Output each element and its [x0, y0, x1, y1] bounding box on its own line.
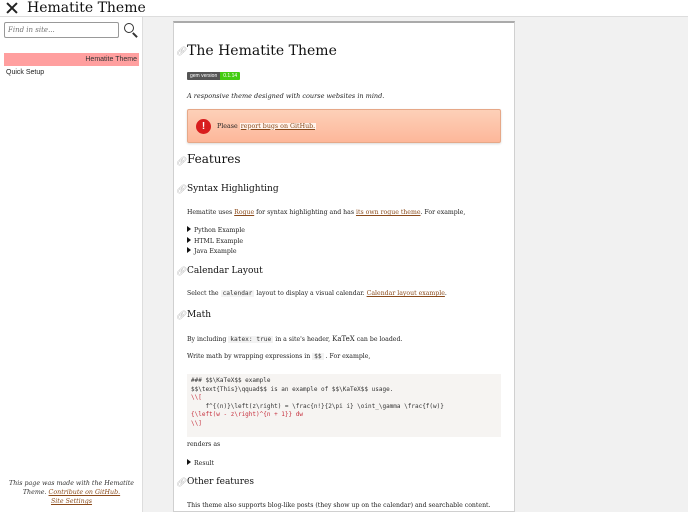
contribute-link[interactable]: Contribute on GitHub.: [48, 489, 121, 496]
badge-value: 0.1.14: [220, 72, 240, 80]
sidebar: [0, 17, 143, 512]
link-anchor-icon[interactable]: 🔗︎: [176, 157, 188, 167]
content-page: [173, 21, 515, 512]
alert-box: [187, 109, 501, 143]
syntax-paragraph: [187, 209, 505, 216]
link-anchor-icon[interactable]: 🔗︎: [176, 267, 188, 277]
katex-logo: KaTeX: [332, 335, 355, 343]
math-text-1: By including: [187, 336, 229, 343]
syntax-text-3: . For example,: [420, 209, 466, 216]
badge-label: gem version: [187, 72, 220, 80]
math-text-2: in a site's header,: [273, 336, 333, 343]
features-heading: Features: [187, 152, 241, 166]
python-example-label: Python Example: [194, 227, 245, 234]
python-example-toggle[interactable]: [187, 226, 245, 234]
top-bar: [0, 0, 688, 17]
java-example-label: Java Example: [194, 248, 237, 255]
rogue-link[interactable]: Rogue: [234, 209, 255, 216]
math-paragraph-2: [187, 353, 505, 360]
renders-as-text: renders as: [187, 441, 221, 448]
calendar-text-2: layout to display a visual calendar.: [254, 290, 367, 297]
calendar-text-1: Select the: [187, 290, 221, 297]
math-text-5: . For example,: [323, 353, 371, 360]
link-anchor-icon[interactable]: 🔗︎: [176, 311, 188, 321]
rogue-theme-link[interactable]: its own rogue theme: [355, 209, 421, 216]
triangle-right-icon: [187, 459, 191, 465]
calendar-text-3: .: [444, 290, 447, 297]
code-line: \\[: [191, 394, 202, 402]
katex-code: katex: true: [230, 336, 272, 343]
calendar-paragraph: [187, 290, 505, 297]
search-input[interactable]: [4, 22, 119, 38]
java-example-toggle[interactable]: [187, 247, 237, 255]
sidebar-nav: [4, 53, 139, 79]
calendar-heading: Calendar Layout: [187, 266, 263, 276]
sidebar-item-quick-setup[interactable]: Quick Setup: [6, 69, 45, 76]
code-line: f^{(n)}\left(z\right) = \frac{n!}{2\pi i} \oint_\gamma \frac{f(w)}: [191, 402, 444, 410]
alert-text: [217, 123, 316, 130]
math-text-4: Write math by wrapping expressions in: [187, 353, 313, 360]
footer-line1: This page was made with the Hematite: [9, 480, 134, 487]
code-line: $$\text{This}\qquad$$ is an example of $$\KaTeX$$ usage.: [191, 385, 394, 393]
link-anchor-icon[interactable]: 🔗︎: [176, 47, 188, 57]
math-text-3: can be loaded.: [354, 336, 403, 343]
main-area: [143, 17, 688, 512]
site-title[interactable]: Hematite Theme: [27, 0, 146, 16]
close-icon[interactable]: [5, 1, 19, 15]
math-heading: Math: [187, 310, 211, 320]
report-bugs-link[interactable]: report bugs on GitHub.: [240, 122, 316, 130]
link-anchor-icon[interactable]: 🔗︎: [176, 185, 188, 195]
syntax-text-2: for syntax highlighting and has: [254, 209, 356, 216]
syntax-text-1: Hematite uses: [187, 209, 235, 216]
triangle-right-icon: [187, 247, 191, 253]
page-title: The Hematite Theme: [187, 43, 337, 59]
math-paragraph-1: [187, 335, 505, 343]
math-code-block: [187, 374, 501, 437]
gem-version-badge[interactable]: [187, 72, 240, 80]
other-features-heading: Other features: [187, 477, 254, 487]
other-features-paragraph: This theme also supports blog-like posts (they show up on the calendar) and searchable content.: [187, 502, 491, 509]
html-example-label: HTML Example: [194, 238, 244, 245]
result-label: Result: [194, 460, 214, 467]
footer-line2-text: Theme.: [22, 489, 49, 496]
exclamation-icon: !: [196, 119, 211, 134]
triangle-right-icon: [187, 226, 191, 232]
dollar-code: $$: [314, 353, 322, 360]
result-toggle[interactable]: [187, 459, 214, 467]
html-example-toggle[interactable]: [187, 237, 243, 245]
syntax-heading: Syntax Highlighting: [187, 184, 279, 194]
sidebar-item-hematite-theme[interactable]: Hematite Theme: [4, 53, 139, 66]
triangle-right-icon: [187, 237, 191, 243]
search-icon[interactable]: [123, 22, 139, 38]
code-line: {\left(w - z\right)^{n + 1}} dw: [191, 411, 303, 419]
footer-line3: [4, 497, 139, 506]
alert-prefix: Please: [217, 122, 240, 130]
code-line: \\]: [191, 419, 202, 427]
link-anchor-icon[interactable]: 🔗︎: [176, 478, 188, 488]
search-row: [4, 22, 139, 38]
calendar-example-link[interactable]: Calendar layout example: [366, 290, 445, 297]
site-settings-link[interactable]: Site Settings: [50, 498, 93, 505]
calendar-code: calendar: [222, 290, 253, 297]
sidebar-footer: [4, 479, 139, 506]
code-line: ### $$\KaTeX$$ example: [191, 377, 271, 384]
tagline: A responsive theme designed with course websites in mind.: [187, 92, 385, 100]
footer-line2: [4, 488, 139, 497]
